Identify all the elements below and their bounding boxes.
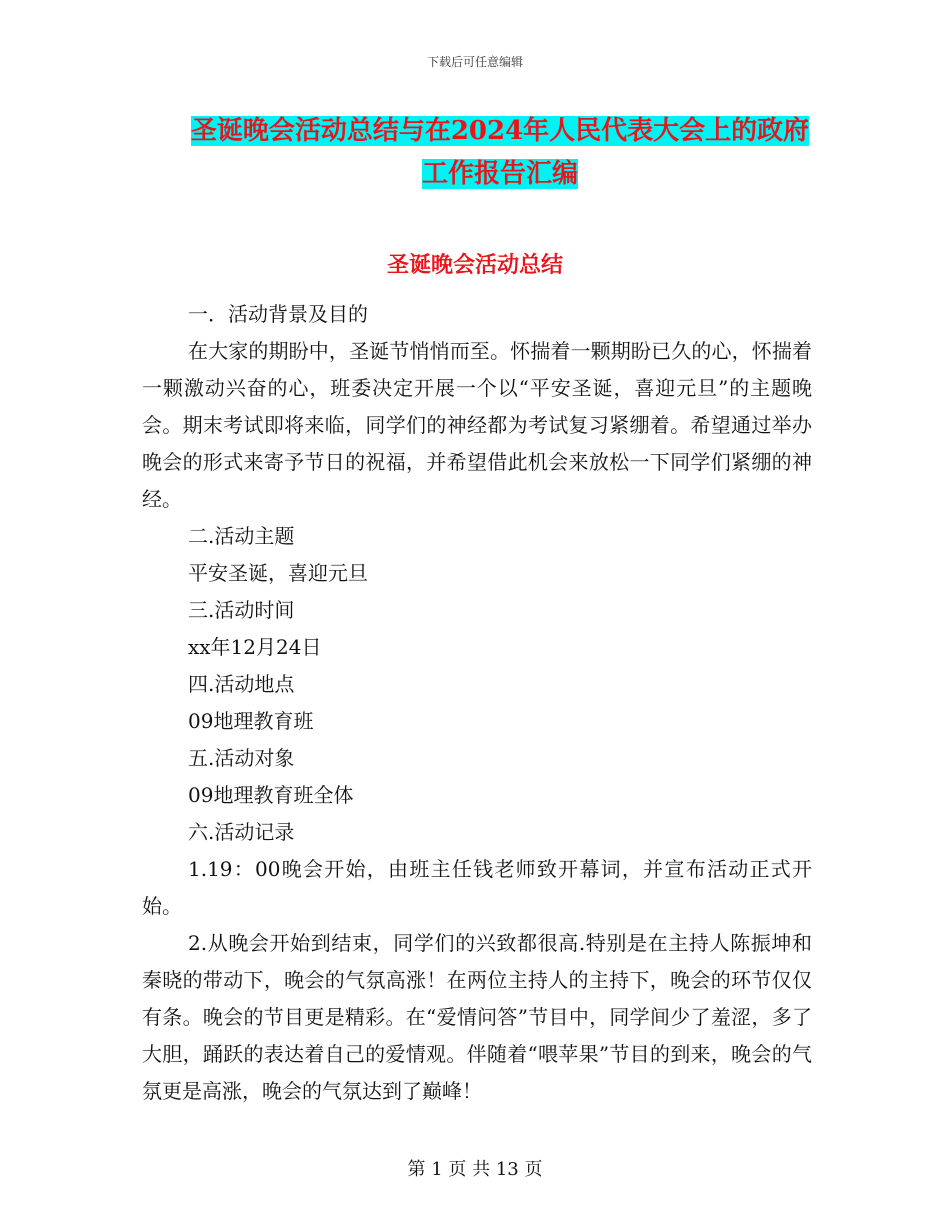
heading-background: 一．活动背景及目的 xyxy=(188,302,368,326)
heading-time: 三.活动时间 xyxy=(188,598,295,622)
section-title: 圣诞晚会活动总结 xyxy=(386,252,563,278)
paragraph-theme: 平安圣诞，喜迎元旦 xyxy=(188,561,368,585)
document-body xyxy=(142,296,812,1110)
heading-location: 四.活动地点 xyxy=(188,672,295,696)
document-title-line-2: 工作报告汇编 xyxy=(421,159,578,189)
document-title-line-1: 圣诞晚会活动总结与在2024年人民代表大会上的政府 xyxy=(190,116,810,146)
paragraph-background: 在大家的期盼中，圣诞节悄悄而至。怀揣着一颗期盼已久的心，怀揣着一颗激动兴奋的心，班委决定开展一个以“平安圣诞，喜迎元旦”的主题晚会。期末考试即将来临，同学们的神经都为考试复习紧绷着。希望通过举办晚会的形式来寄予节日的祝福，并希望借此机会来放松一下同学们紧绷的神经。 xyxy=(142,339,812,511)
paragraph-time: xx年12月24日 xyxy=(188,635,322,659)
page-number-footer: 第 1 页 共 13 页 xyxy=(407,1159,543,1180)
paragraph-audience: 09地理教育班全体 xyxy=(188,783,354,807)
paragraph-record-1: 1.19：00晚会开始，由班主任钱老师致开幕词，并宣布活动正式开始。 xyxy=(142,857,812,918)
heading-record: 六.活动记录 xyxy=(188,820,295,844)
paragraph-record-2: 2.从晚会开始到结束，同学们的兴致都很高.特别是在主持人陈振坤和秦晓的带动下，晚会的气氛高涨！在两位主持人的主持下，晚会的环节仅仅有条。晚会的节目更是精彩。在“爱情问答”节目中，同学间少了羞涩，多了大胆，踊跃的表达着自己的爱情观。伴随着“喂苹果”节目的到来，晚会的气氛更是高涨，晚会的气氛达到了巅峰！ xyxy=(142,931,812,1103)
heading-audience: 五.活动对象 xyxy=(188,746,295,770)
heading-theme: 二.活动主题 xyxy=(188,524,295,548)
header-note: 下载后可任意编辑 xyxy=(426,55,523,69)
document-title xyxy=(150,110,850,196)
paragraph-location: 09地理教育班 xyxy=(188,709,314,733)
